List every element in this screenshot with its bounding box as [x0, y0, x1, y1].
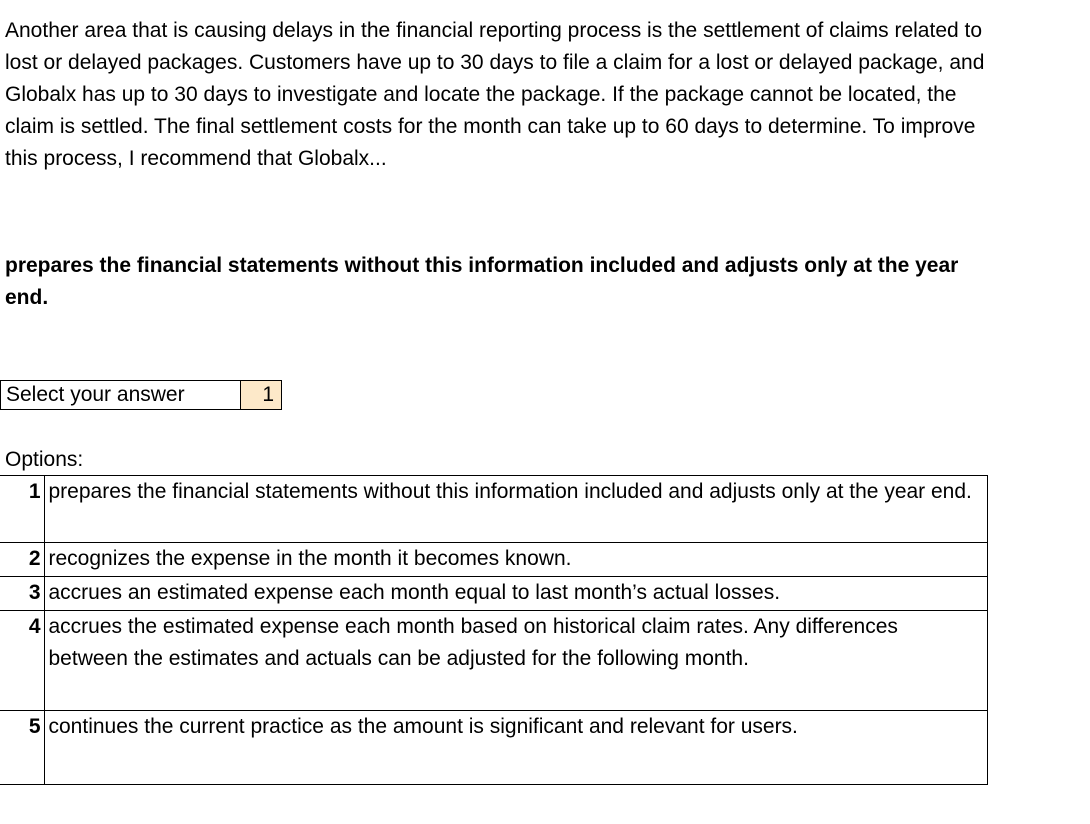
options-heading: Options: [5, 448, 84, 471]
option-row [0, 711, 988, 785]
option-number: 5 [0, 711, 44, 785]
option-number: 4 [0, 611, 44, 711]
answer-input-cell[interactable]: 1 [240, 380, 282, 410]
option-row [0, 577, 988, 611]
option-text: accrues an estimated expense each month equal to last month’s actual losses. [44, 577, 988, 611]
answer-selector [0, 380, 282, 410]
options-table [0, 475, 988, 785]
answer-label: Select your answer [0, 380, 240, 410]
selected-answer-text: prepares the financial statements without this information included and adjusts only at the year end. [5, 254, 959, 309]
option-text: accrues the estimated expense each month based on historical claim rates. Any differences between the estimates and actuals can be adjusted for the following month. [44, 611, 988, 711]
option-number: 3 [0, 577, 44, 611]
option-text: prepares the financial statements without this information included and adjusts only at the year end. [44, 476, 988, 543]
option-row [0, 476, 988, 543]
option-row [0, 543, 988, 577]
question-intro-text: Another area that is causing delays in the financial reporting process is the settlement of claims related to lost or delayed packages. Customers have up to 30 days to file a claim for a lost or delayed package, and Globalx has up to 30 days to investigate and locate the package. If the package cannot be located, the claim is settled. The final settlement costs for the month can take up to 60 days to determine. To improve this process, I recommend that Globalx... [5, 19, 985, 170]
option-number: 2 [0, 543, 44, 577]
option-text: recognizes the expense in the month it becomes known. [44, 543, 988, 577]
option-row [0, 611, 988, 711]
option-text: continues the current practice as the amount is significant and relevant for users. [44, 711, 988, 785]
option-number: 1 [0, 476, 44, 543]
